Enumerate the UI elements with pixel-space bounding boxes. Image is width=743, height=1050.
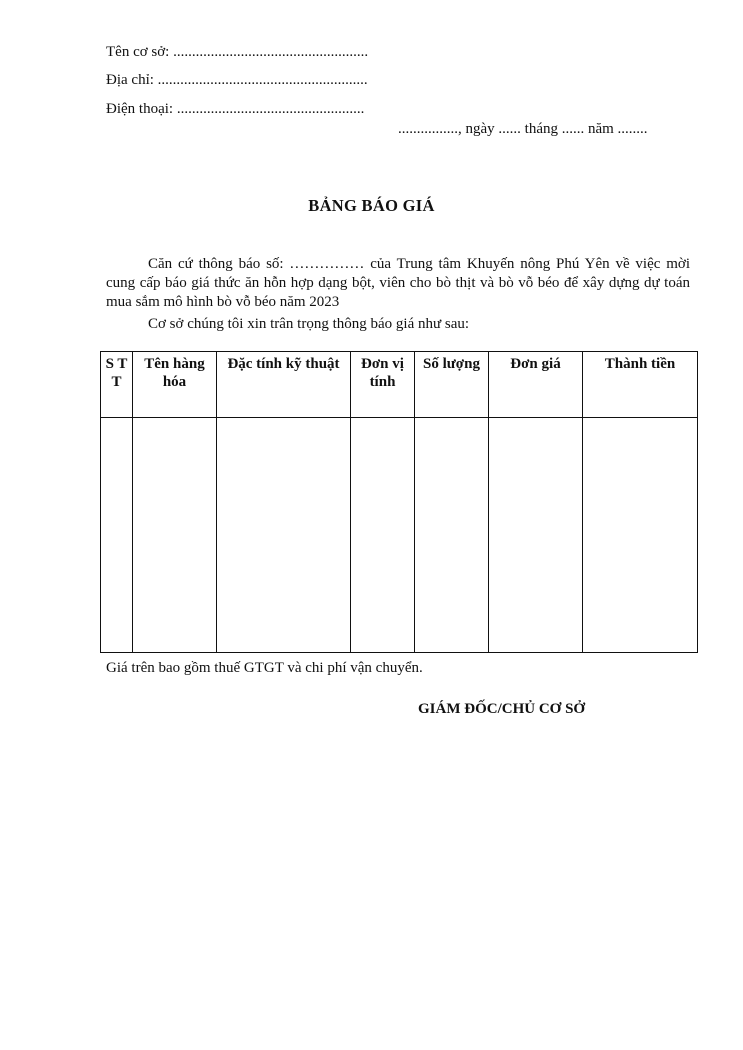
document-title: BẢNG BÁO GIÁ [308,196,435,215]
col-header-quantity: Số lượng [415,352,489,418]
intro-line: Cơ sở chúng tôi xin trân trọng thông báo giá như sau: [148,316,470,332]
table-row [101,418,698,653]
quote-table [100,351,698,653]
address-line: Địa chỉ: ........................................................ [106,72,368,88]
table-header-row [101,352,698,418]
col-header-unit-price: Đơn giá [489,352,583,418]
signer-title: GIÁM ĐỐC/CHỦ CƠ SỞ [418,701,586,717]
body-paragraph-text: Căn cứ thông báo số: …………… của Trung tâm Khuyến nông Phú Yên về việc mời cung cấp báo giá thức ăn hỗn hợp dạng bột, viên cho bò thịt và bò vỗ béo để xây dựng dự toán mua sắm mô hình bò vỗ béo năm 2023 [106,256,690,310]
price-note: Giá trên bao gồm thuế GTGT và chi phí vận chuyển. [106,660,423,676]
table-cell [217,418,351,653]
col-header-total: Thành tiền [583,352,698,418]
col-header-specs: Đặc tính kỹ thuật [217,352,351,418]
table-cell [351,418,415,653]
facility-name-line: Tên cơ sở: .................................................... [106,44,369,60]
col-header-unit: Đơn vị tính [351,352,415,418]
table-cell [101,418,133,653]
col-header-item-name: Tên hàng hóa [133,352,217,418]
body-paragraph [106,255,690,312]
table-cell [415,418,489,653]
table-cell [133,418,217,653]
table-cell [583,418,698,653]
col-header-stt: S T T [101,352,133,418]
date-line: ................, ngày ...... tháng ...... năm ........ [398,121,648,137]
phone-line: Điện thoại: .................................................. [106,101,365,117]
table-cell [489,418,583,653]
